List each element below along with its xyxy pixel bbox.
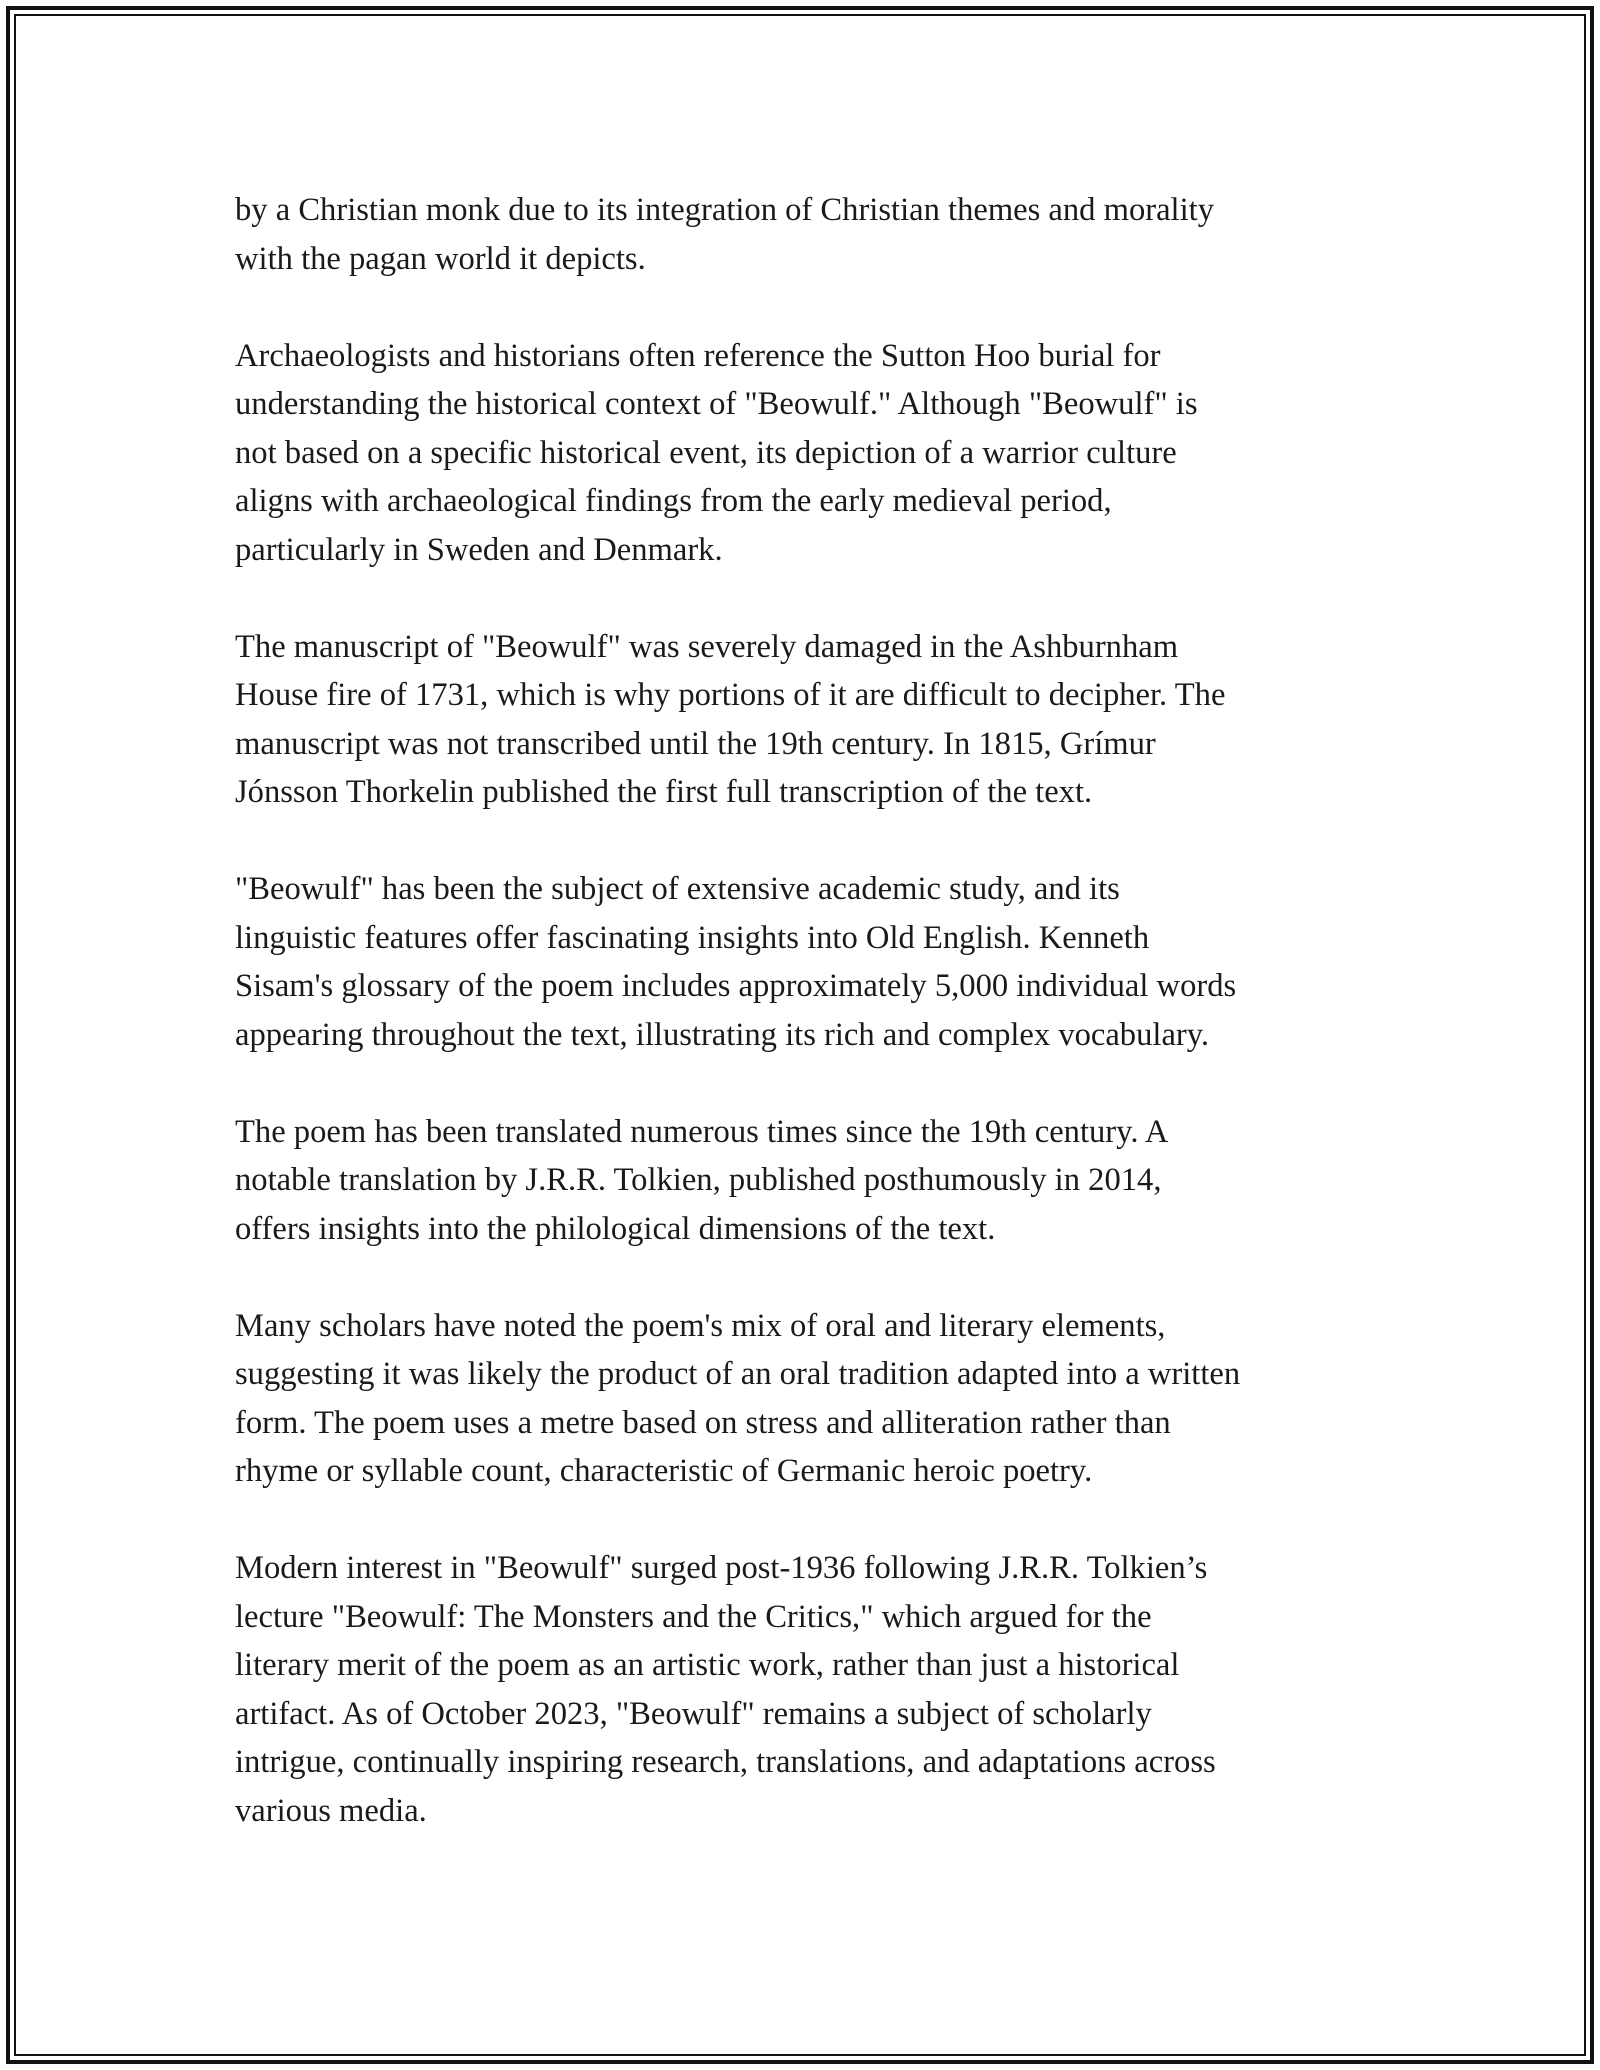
document-body: [235, 186, 1375, 1884]
paragraph-manuscript: The manuscript of "Beowulf" was severely damaged in the Ashburnham House fire of 1731, which is why portions of it are difficult to decipher. The manuscript was not transcribed until the 19th century. In 1815, Grímur Jónsson Thorkelin published the first full transcription of the text.: [235, 628, 1226, 810]
paragraph-sutton-hoo: Archaeologists and historians often reference the Sutton Hoo burial for understanding the historical context of "Beowulf." Although "Beowulf" is not based on a specific historical event, its depiction of a warrior culture aligns with archaeological findings from the early medieval period, particularly in Sweden and Denmark.: [235, 337, 1198, 568]
paragraph-oral-tradition: Many scholars have noted the poem's mix of oral and literary elements, suggesting it was likely the product of an oral tradition adapted into a written form. The poem uses a metre based on stress and alliteration rather than rhyme or syllable count, characteristic of Germanic heroic poetry.: [235, 1307, 1241, 1489]
paragraph-academic-study: "Beowulf" has been the subject of extensive academic study, and its linguistic features offer fascinating insights into Old English. Kenneth Sisam's glossary of the poem includes approximately 5,000 individual words appearing throughout the text, illustrating its rich and complex vocabulary.: [235, 871, 1237, 1053]
paragraph-christian-monk: by a Christian monk due to its integration of Christian themes and morality with the pagan world it depicts.: [235, 192, 1214, 277]
paragraph-modern-interest: Modern interest in "Beowulf" surged post-1936 following J.R.R. Tolkien’s lecture "Beowulf: The Monsters and the Critics," which argued for the literary merit of the poem as an artistic work, rather than just a historical artifact. As of October 2023, "Beowulf" remains a subject of scholarly intrigue, continually inspiring research, translations, and adaptations across various media.: [235, 1550, 1216, 1829]
paragraph-translations: The poem has been translated numerous times since the 19th century. A notable translation by J.R.R. Tolkien, published posthumously in 2014, offers insights into the philological dimensions of the text.: [235, 1113, 1169, 1247]
